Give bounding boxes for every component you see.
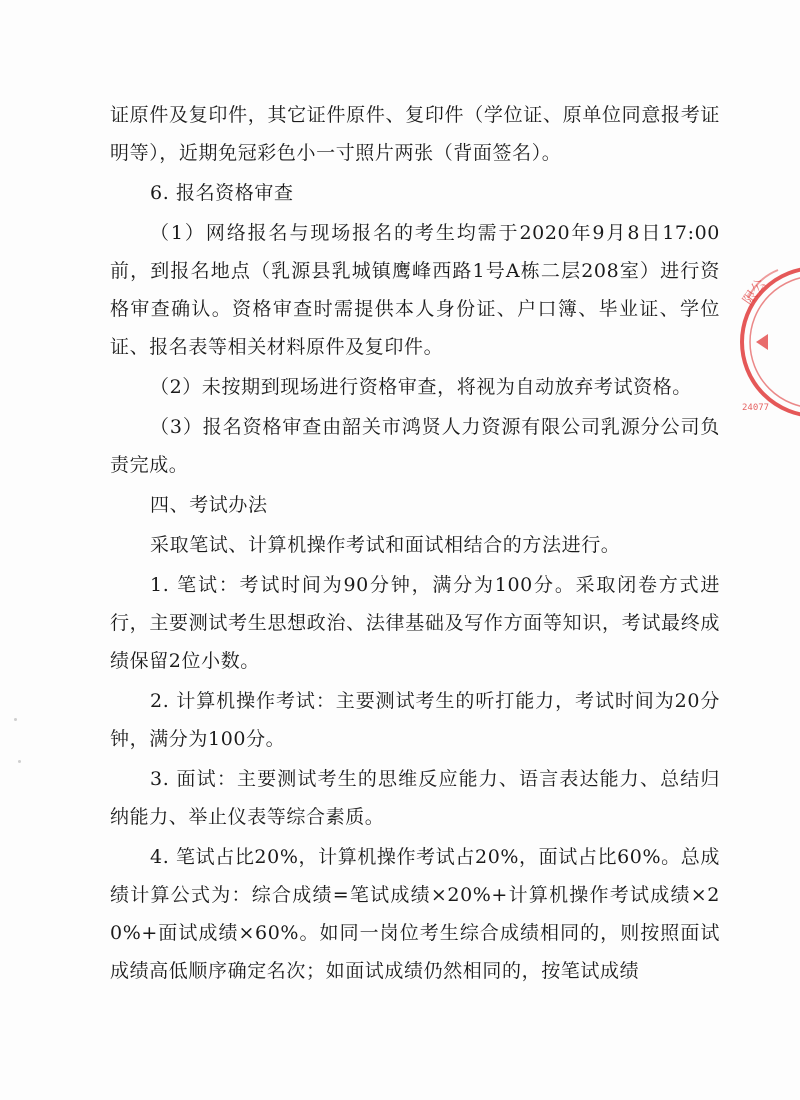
company-seal-stamp xyxy=(738,258,800,428)
paragraph-exam-overview: 采取笔试、计算机操作考试和面试相结合的方法进行。 xyxy=(150,534,621,556)
document-body xyxy=(110,96,720,990)
scan-speck xyxy=(18,760,21,763)
paragraph-computer-exam: 2. 计算机操作考试：主要测试考生的听打能力，考试时间为20分钟，满分为100分。 xyxy=(110,690,720,750)
paragraph-review-forfeit: （2）未按期到现场进行资格审查，将视为自动放弃考试资格。 xyxy=(150,376,692,398)
svg-text:24077: 24077 xyxy=(742,403,770,413)
paragraph-review-responsible: （3）报名资格审查由韶关市鸿贤人力资源有限公司乳源分公司负责完成。 xyxy=(110,416,720,476)
paragraph-review-deadline: （1）网络报名与现场报名的考生均需于2020年9月8日17:00前，到报名地点（乳源县乳城镇鹰峰西路1号A栋二层208室）进行资格审查确认。资格审查时需提供本人身份证、户口簿、毕业证、学位证、报名表等相关材料原件及复印件。 xyxy=(110,222,720,358)
paragraph-written-exam: 1. 笔试：考试时间为90分钟，满分为100分。采取闭卷方式进行，主要测试考生思想政治、法律基础及写作方面等知识，考试最终成绩保留2位小数。 xyxy=(110,574,720,672)
section-heading-eligibility-review: 6. 报名资格审查 xyxy=(150,182,294,204)
paragraph-interview: 3. 面试：主要测试考生的思维反应能力、语言表达能力、总结归纳能力、举止仪表等综合素质。 xyxy=(110,768,720,828)
paragraph-score-formula: 4. 笔试占比20%，计算机操作考试占20%，面试占比60%。总成绩计算公式为：综合成绩=笔试成绩×20%+计算机操作考试成绩×20%+面试成绩×60%。如同一岗位考生综合成绩相同的，则按照面试成绩高低顺序确定名次；如面试成绩仍然相同的，按笔试成绩 xyxy=(110,846,720,982)
scan-speck xyxy=(14,718,17,721)
svg-text:限公: 限公 xyxy=(740,276,770,309)
section-heading-exam-method: 四、考试办法 xyxy=(150,494,268,516)
paragraph-certificates: 证原件及复印件，其它证件原件、复印件（学位证、原单位同意报考证明等），近期免冠彩色小一寸照片两张（背面签名）。 xyxy=(110,104,720,164)
